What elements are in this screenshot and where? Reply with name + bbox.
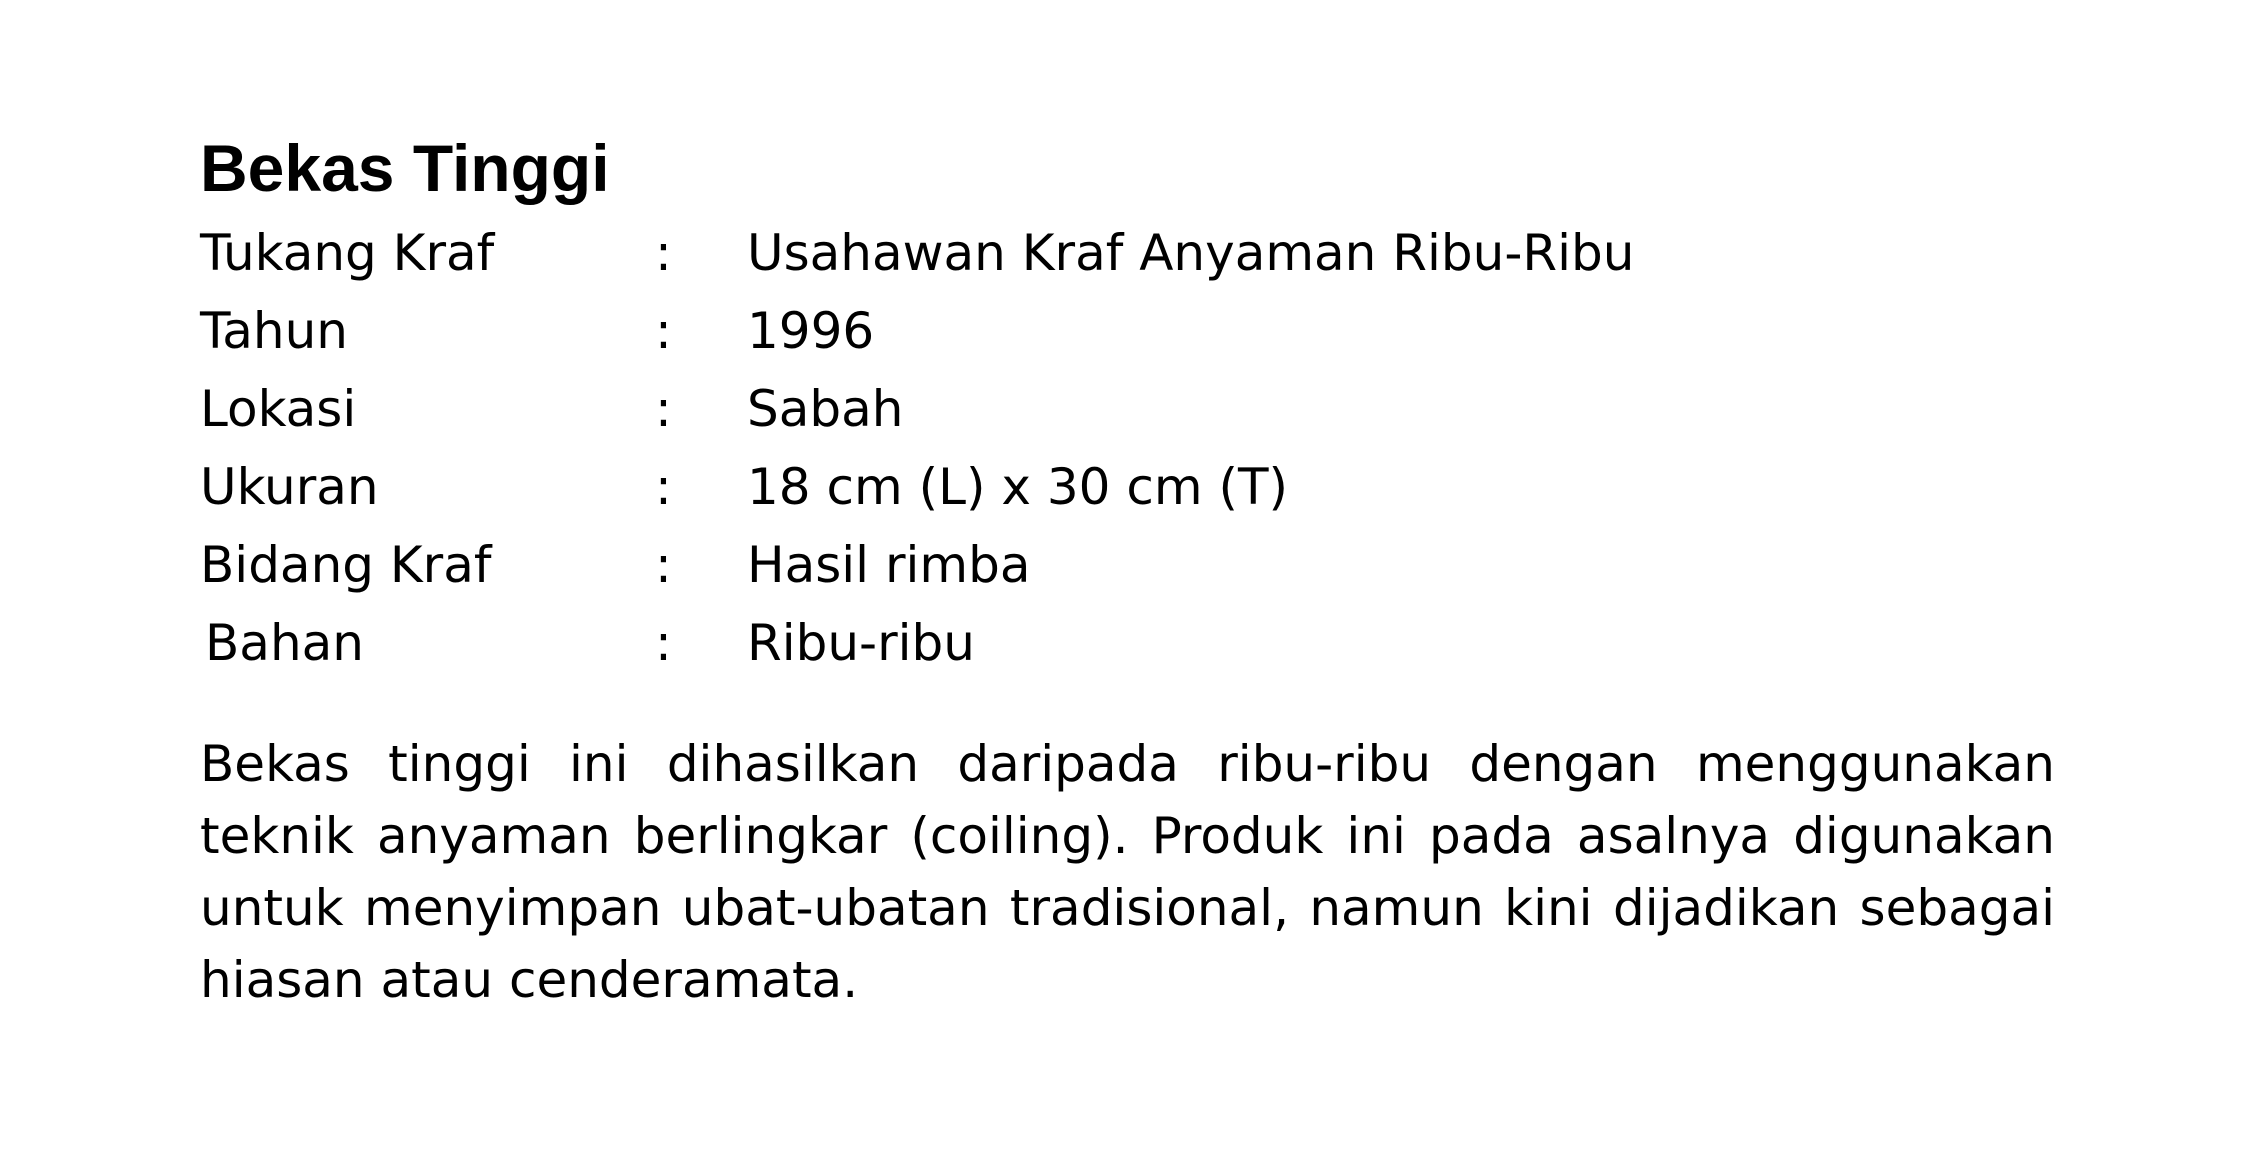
detail-value: 18 cm (L) x 30 cm (T) xyxy=(747,458,1289,516)
detail-separator: : xyxy=(655,614,672,672)
detail-separator: : xyxy=(655,224,672,282)
detail-label: Ukuran xyxy=(200,458,379,516)
detail-separator: : xyxy=(655,458,672,516)
detail-separator: : xyxy=(655,536,672,594)
detail-separator: : xyxy=(655,380,672,438)
detail-label: Bidang Kraf xyxy=(200,536,492,594)
detail-row-lokasi xyxy=(200,370,2055,448)
detail-row-bahan xyxy=(200,604,2055,682)
detail-label: Lokasi xyxy=(200,380,357,438)
detail-value: Sabah xyxy=(747,380,904,438)
detail-separator: : xyxy=(655,302,672,360)
document xyxy=(200,122,2055,1066)
detail-value: Ribu-ribu xyxy=(747,614,975,672)
detail-label: Bahan xyxy=(205,614,364,672)
description-paragraph: Bekas tinggi ini dihasilkan daripada ribu-ribu dengan menggunakan teknik anyaman berlingkar (coiling). Produk ini pada asalnya digunakan untuk menyimpan ubat-ubatan tradisional, namun kini dijadikan sebagai hiasan atau cenderamata. xyxy=(200,735,2055,1009)
detail-value: Usahawan Kraf Anyaman Ribu-Ribu xyxy=(747,224,1635,282)
detail-label: Tukang Kraf xyxy=(200,224,495,282)
detail-value: Hasil rimba xyxy=(747,536,1031,594)
detail-row-tukang-kraf xyxy=(200,214,2055,292)
detail-row-tahun xyxy=(200,292,2055,370)
detail-row-bidang-kraf xyxy=(200,526,2055,604)
detail-value: 1996 xyxy=(747,302,875,360)
document-title: Bekas Tinggi xyxy=(200,131,610,205)
detail-label: Tahun xyxy=(200,302,348,360)
details-list xyxy=(200,214,2055,682)
detail-row-ukuran xyxy=(200,448,2055,526)
